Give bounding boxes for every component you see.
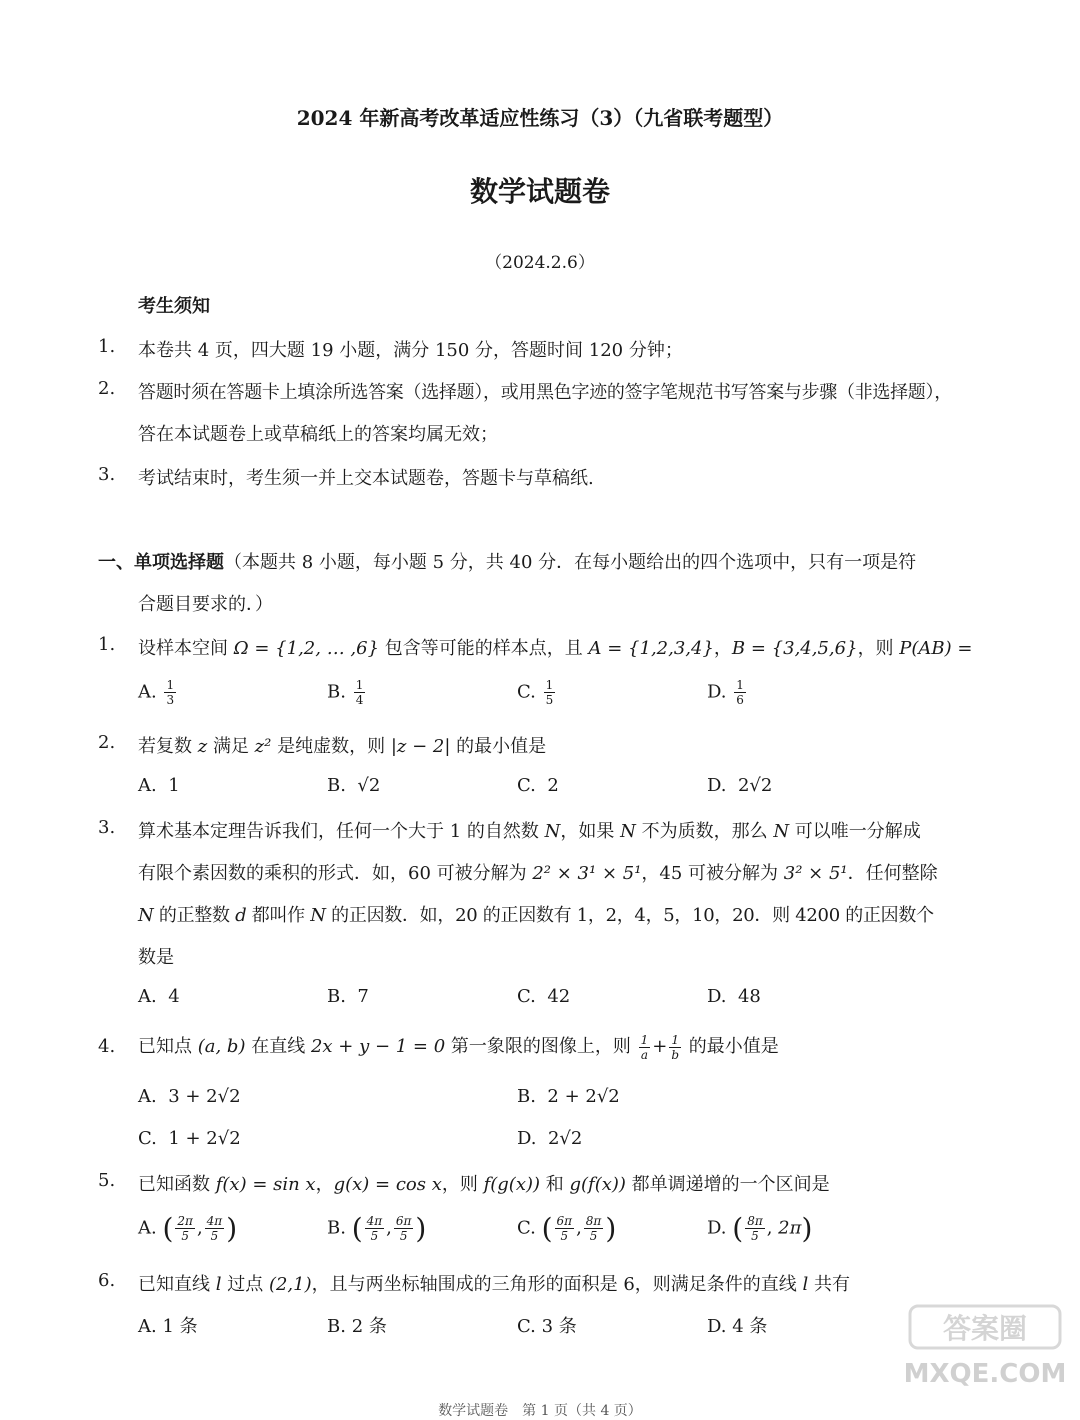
option-label: C. [517, 1316, 536, 1337]
frac-numerator: 2π [177, 1214, 193, 1228]
option-value: 42 [547, 986, 571, 1007]
q-math: 2x + y − 1 = 0 [310, 1036, 446, 1057]
option-value: 1 + 2√2 [168, 1128, 241, 1149]
option-label: B. [327, 1217, 346, 1239]
section-number: 一、 [98, 552, 134, 573]
option-label: A. [138, 681, 157, 703]
question-number: 3. [98, 817, 116, 838]
exam-date: （2024.2.6） [485, 253, 595, 273]
exam-subject: 数学试题卷 [469, 175, 610, 208]
q-text: ，且与两坐标轴围成的三角形的面积是 6，则满足条件的直线 [311, 1274, 803, 1295]
option-value: 2 + 2√2 [547, 1086, 620, 1107]
option-b[interactable] [327, 1312, 387, 1338]
q-math: + [652, 1036, 668, 1057]
question-number: 4. [98, 1036, 116, 1057]
frac-denominator: 5 [589, 1229, 598, 1243]
question-2-stem [138, 732, 546, 758]
q-text: 的正整数 [153, 905, 236, 926]
q-math: z [197, 736, 208, 757]
frac-denominator: 5 [545, 693, 554, 707]
q-math: g(x) = cos x [333, 1174, 442, 1195]
option-b[interactable] [327, 986, 369, 1007]
option-label: C. [138, 1128, 157, 1149]
notice-heading: 考生须知 [138, 296, 210, 317]
q-text: 的最小值是 [683, 1036, 779, 1057]
q-math: P(AB) = [899, 638, 973, 659]
option-value: 3 条 [541, 1316, 577, 1337]
option-b[interactable]: B. ( $\frac{4\pi}{5}$ , $\frac{6\pi}{5}$ ) [327, 1212, 427, 1245]
q-text: 满足 [207, 736, 255, 757]
q-text: ， [713, 638, 732, 659]
frac-numerator: 8π [747, 1214, 763, 1228]
option-label: A. [138, 1316, 157, 1337]
question-number: 6. [98, 1270, 116, 1291]
watermark-icon [900, 1300, 1075, 1400]
option-c[interactable] [517, 678, 557, 707]
option-value: 2√2 [547, 1128, 583, 1149]
section-description-cont: 合题目要求的．） [138, 594, 273, 615]
watermark-logo [900, 1300, 1075, 1400]
q-math: Ω = {1,2, … ,6} [233, 638, 380, 659]
option-label: D. [707, 1316, 727, 1337]
option-label: D. [707, 681, 727, 703]
frac-denominator: 6 [736, 693, 744, 707]
option-label: B. [327, 681, 346, 703]
section-name: 单项选择题 [134, 552, 224, 573]
option-label: C. [517, 775, 536, 796]
option-label: C. [517, 681, 536, 703]
q-text: 第一象限的图像上，则 [445, 1036, 637, 1057]
option-label: D. [707, 1217, 727, 1239]
q-math: N [310, 905, 326, 926]
q-text: 的正因数．如，20 的正因数有 1，2，4，5，10，20．则 4200 的正因数个 [325, 905, 934, 926]
notice-item-number: 3. [98, 464, 116, 485]
question-3-line-2 [138, 859, 938, 885]
question-3-line-4: 数是 [138, 947, 174, 968]
frac-numerator: 4π [366, 1214, 383, 1228]
option-value: 2√2 [737, 775, 773, 796]
q-text: ，45 可被分解为 [641, 863, 784, 884]
q-math: d [235, 905, 247, 926]
q-math: l [215, 1274, 222, 1295]
option-label: A. [138, 1217, 157, 1239]
option-label: D. [707, 986, 727, 1007]
question-6-stem [138, 1270, 850, 1296]
exam-title: 2024 年新高考改革适应性练习（3）（九省联考题型） [296, 106, 784, 130]
option-value: 4 [168, 986, 180, 1007]
q-text: ，则 [857, 638, 900, 659]
question-number: 5. [98, 1170, 116, 1191]
notice-item-number: 2. [98, 378, 116, 399]
option-value: 4 条 [732, 1316, 768, 1337]
svg-text:MXQE.COM: MXQE.COM [903, 1359, 1067, 1389]
option-value: 1 [168, 775, 180, 796]
option-d[interactable] [517, 1128, 582, 1149]
q-text: ，如果 [560, 821, 621, 842]
q-text: 算术基本定理告诉我们，任何一个大于 1 的自然数 [138, 821, 545, 842]
option-a[interactable] [138, 1086, 241, 1107]
section-description: （本题共 8 小题，每小题 5 分，共 40 分．在每小题给出的四个选项中，只有一项是符 [224, 552, 917, 573]
option-label: A. [138, 986, 157, 1007]
q-math: A = {1,2,3,4} [588, 638, 714, 659]
page-footer: 数学试题卷 第 1 页（共 4 页） [438, 1403, 642, 1419]
option-c[interactable]: C. ( $\frac{6\pi}{5}$ , $\frac{8\pi}{5}$ ) [517, 1212, 617, 1245]
option-label: D. [707, 775, 727, 796]
option-value: 2 条 [351, 1316, 387, 1337]
frac-denominator: 5 [560, 1229, 569, 1243]
option-label: B. [327, 775, 346, 796]
q-text: 若复数 [138, 736, 198, 757]
option-value: 2 [547, 775, 559, 796]
option-label: D. [517, 1128, 537, 1149]
frac-numerator: 4π [206, 1214, 223, 1228]
q-text: 和 [540, 1174, 570, 1195]
frac-denominator: b [671, 1047, 680, 1062]
section-heading [98, 548, 916, 574]
question-3-line-3 [138, 901, 934, 927]
q-math: N [138, 905, 154, 926]
svg-text:答案圈: 答案圈 [942, 1312, 1028, 1345]
frac-numerator: 6π [395, 1214, 412, 1228]
frac-denominator: 4 [355, 693, 364, 707]
frac-numerator: 1 [355, 678, 364, 692]
question-3-line-1 [138, 817, 921, 843]
q-math: B = {3,4,5,6} [731, 638, 858, 659]
frac-numerator: 1 [166, 678, 175, 692]
option-d[interactable] [707, 1312, 767, 1338]
question-number: 2. [98, 732, 116, 753]
q-math: l [802, 1274, 809, 1295]
notice-item-text: 考试结束时，考生须一并上交本试题卷，答题卡与草稿纸. [138, 468, 594, 489]
q-text: 在直线 [245, 1036, 311, 1057]
option-b[interactable] [327, 678, 367, 707]
frac-numerator: 1 [736, 678, 744, 692]
q-math: f(x) = sin x [215, 1174, 316, 1195]
frac-numerator: 6π [556, 1214, 573, 1228]
q-math: g(f(x)) [569, 1174, 626, 1195]
q-math: (2,1) [268, 1274, 312, 1295]
option-label: A. [138, 775, 157, 796]
question-1-stem [138, 634, 972, 660]
q-text: 有限个素因数的乘积的形式．如，60 可被分解为 [138, 863, 533, 884]
frac-numerator: 1 [545, 678, 554, 692]
q-text: 共有 [808, 1274, 851, 1295]
frac-denominator: 5 [210, 1229, 219, 1243]
option-a[interactable] [138, 986, 180, 1007]
q-text: 都单调递增的一个区间是 [625, 1174, 830, 1195]
option-d[interactable] [707, 678, 748, 707]
q-math: 3² × 5¹ [783, 863, 848, 884]
option-a[interactable] [138, 775, 180, 796]
option-label: B. [327, 1316, 346, 1337]
option-value: 2π [778, 1217, 802, 1239]
option-value: 7 [357, 986, 369, 1007]
option-d[interactable] [707, 986, 761, 1007]
option-b[interactable] [327, 775, 380, 796]
notice-item-text: 本卷共 4 页，四大题 19 小题，满分 150 分，答题时间 120 分钟； [138, 340, 683, 361]
frac-numerator: 1 [671, 1032, 680, 1047]
q-text: 可以唯一分解成 [789, 821, 921, 842]
frac-numerator: 1 [640, 1032, 649, 1047]
q-text: 都叫作 [246, 905, 311, 926]
frac-denominator: 5 [181, 1229, 189, 1243]
option-d[interactable] [707, 775, 772, 796]
question-number: 1. [98, 634, 116, 655]
q-text: 已知函数 [138, 1174, 216, 1195]
option-a[interactable] [138, 678, 178, 707]
option-value: 48 [737, 986, 761, 1007]
q-text: 不为质数，那么 [635, 821, 774, 842]
frac-denominator: 5 [399, 1229, 408, 1243]
option-value: 3 + 2√2 [168, 1086, 241, 1107]
option-value: 1 条 [162, 1316, 198, 1337]
q-math: f(g(x)) [483, 1174, 541, 1195]
notice-item-text: 答题时须在答题卡上填涂所选答案（选择题），或用黑色字迹的签字笔规范书写答案与步骤（非选择题）， [138, 382, 952, 403]
option-label: C. [517, 1217, 536, 1239]
q-text: 设样本空间 [138, 638, 234, 659]
q-math: |z − 2| [390, 736, 451, 757]
question-4-stem [138, 1032, 779, 1062]
option-a[interactable] [138, 1312, 198, 1338]
q-math: N [620, 821, 636, 842]
frac-denominator: 5 [370, 1229, 379, 1243]
option-label: C. [517, 986, 536, 1007]
q-text: 是纯虚数，则 [271, 736, 391, 757]
q-math: N [773, 821, 790, 842]
question-5-stem [138, 1170, 830, 1196]
option-c[interactable] [517, 775, 559, 796]
q-text: 包含等可能的样本点，且 [379, 638, 589, 659]
q-text: 已知直线 [138, 1274, 216, 1295]
option-label: B. [327, 986, 346, 1007]
q-text: 的最小值是 [450, 736, 547, 757]
frac-denominator: 3 [166, 693, 175, 707]
q-math: N [544, 821, 561, 842]
q-text: ．任何整除 [847, 863, 938, 884]
notice-item-text: 答在本试题卷上或草稿纸上的答案均属无效； [138, 424, 498, 445]
q-text: 已知点 [138, 1036, 198, 1057]
q-math: 2² × 3¹ × 5¹ [532, 863, 642, 884]
option-a[interactable]: A. ( $\frac{2\pi}{5}$ , $\frac{4\pi}{5}$ ) [138, 1212, 238, 1245]
option-c[interactable] [517, 1312, 577, 1338]
option-label: A. [138, 1086, 157, 1107]
q-math: z² [254, 736, 272, 757]
q-text: 过点 [221, 1274, 269, 1295]
option-c[interactable] [138, 1128, 241, 1149]
option-value: √2 [357, 775, 381, 796]
q-math: (a, b) [197, 1036, 246, 1057]
frac-denominator: a [640, 1047, 649, 1062]
frac-denominator: 5 [751, 1229, 759, 1243]
option-b[interactable] [517, 1086, 620, 1107]
option-d[interactable]: D. ( $\frac{8\pi}{5}$ , 2π) [707, 1212, 813, 1245]
notice-item-number: 1. [98, 336, 116, 357]
q-text: ，则 [441, 1174, 484, 1195]
q-text: ， [315, 1174, 334, 1195]
option-label: B. [517, 1086, 536, 1107]
frac-numerator: 8π [585, 1214, 602, 1228]
option-c[interactable] [517, 986, 570, 1007]
